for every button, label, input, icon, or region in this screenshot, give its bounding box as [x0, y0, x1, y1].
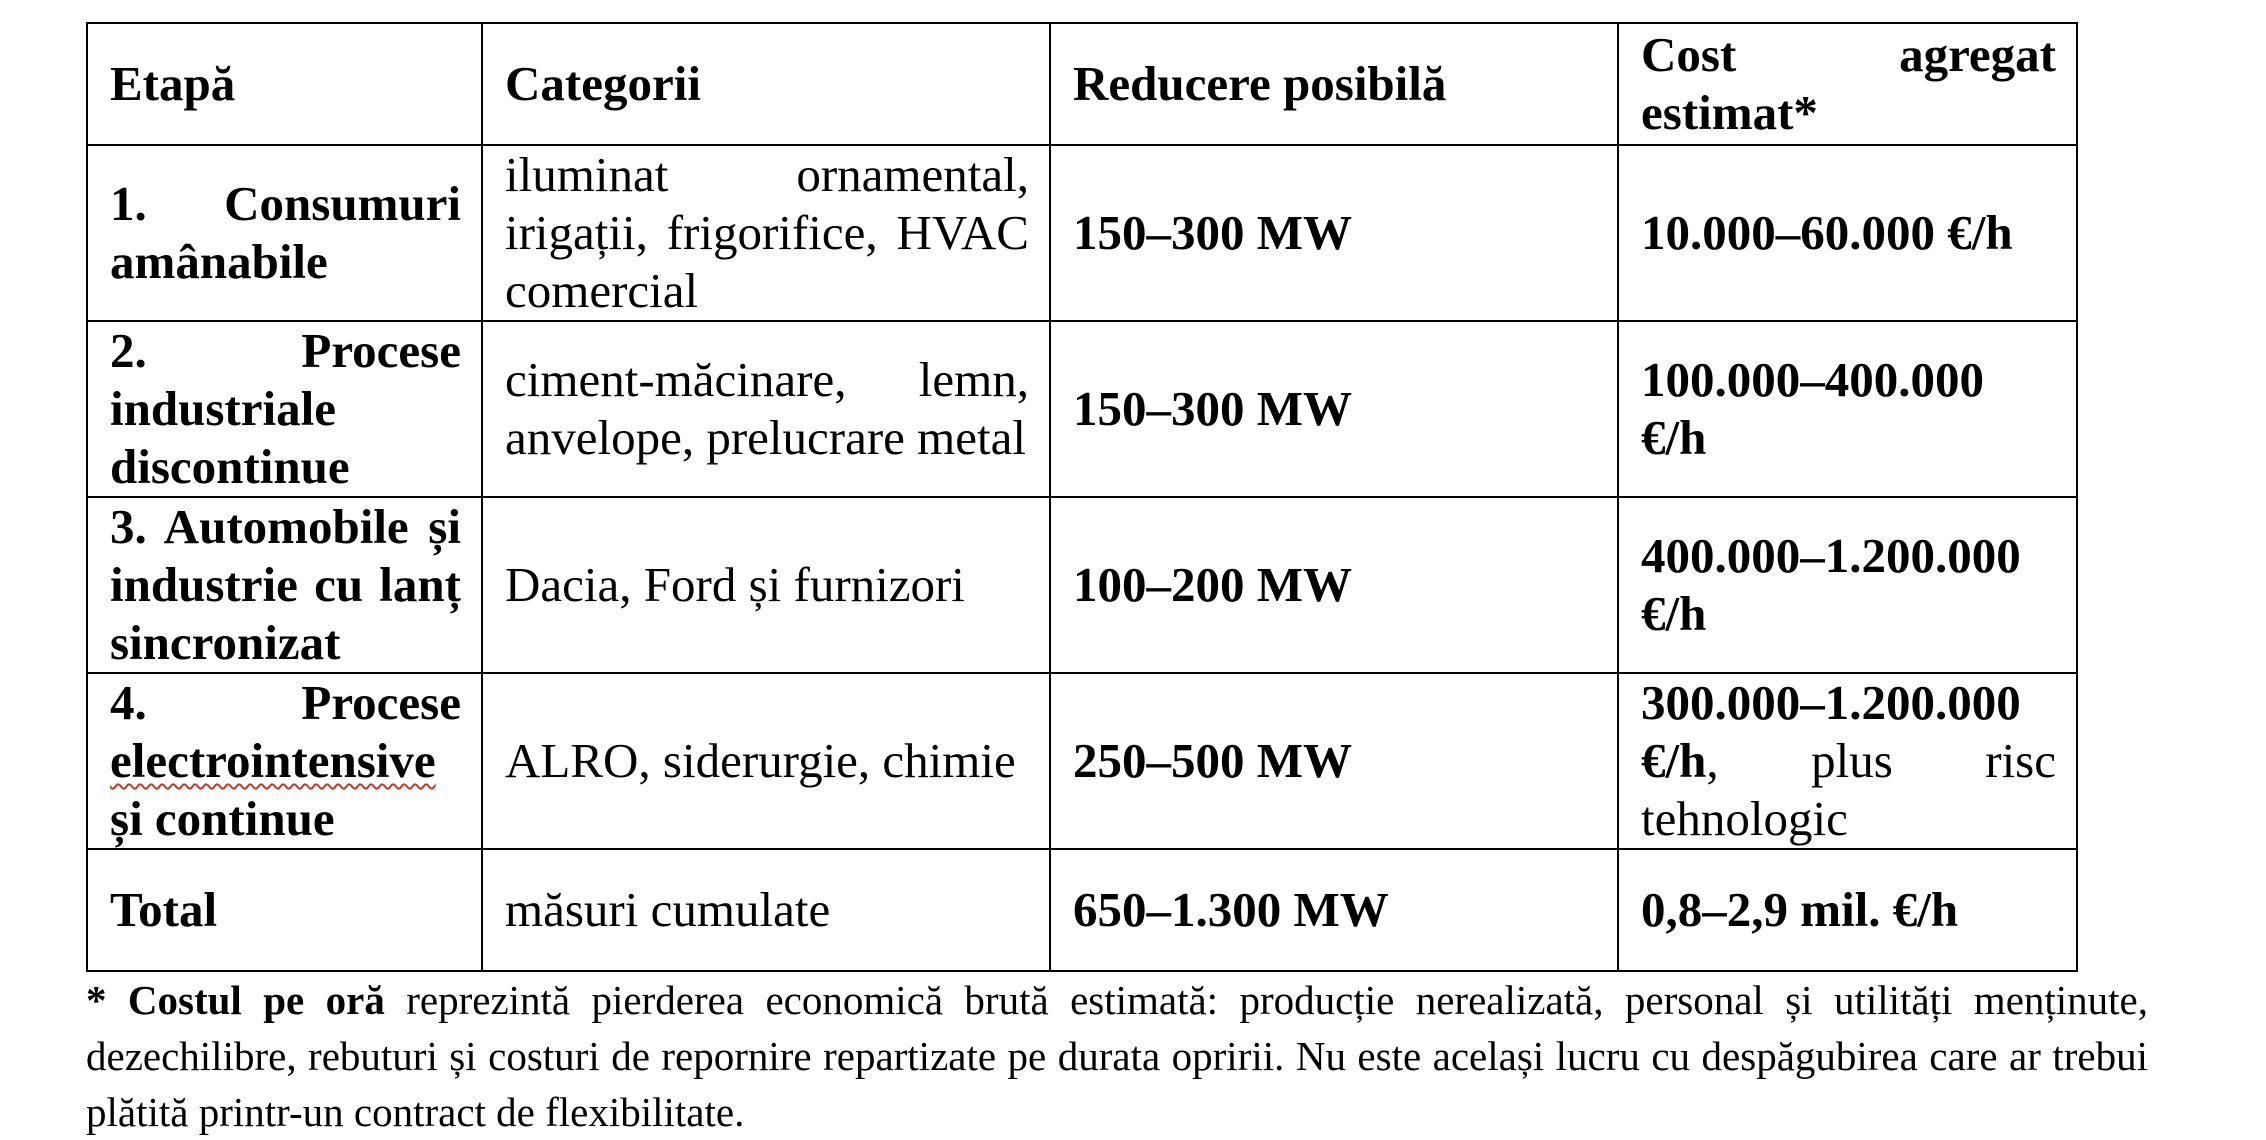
header-categorii: Categorii: [482, 23, 1050, 145]
table-total-row: [87, 849, 2077, 971]
header-cost: Cost agregat estimat*: [1618, 23, 2077, 145]
load-reduction-table: [86, 22, 2078, 972]
cell-reducere: 150–300 MW: [1050, 321, 1618, 497]
cell-reducere: 150–300 MW: [1050, 145, 1618, 321]
cell-etapa: [87, 673, 482, 849]
table-row: [87, 673, 2077, 849]
footnote: [86, 972, 2148, 1140]
etapa-prefix: 4. Procese: [110, 675, 461, 730]
total-cost: 0,8–2,9 mil. €/h: [1618, 849, 2077, 971]
cell-categorii: ciment-măcinare, lemn, anvelope, prelucrare metal: [482, 321, 1050, 497]
cost-bold-value: 300.000–1.200.000 €/h: [1641, 675, 2021, 788]
table-header-row: [87, 23, 2077, 145]
cell-etapa: 2. Procese industriale discontinue: [87, 321, 482, 497]
table-row: [87, 321, 2077, 497]
cost-note: , plus risc tehnologic: [1641, 733, 2056, 846]
spellcheck-flagged-word: electrointensive: [110, 733, 436, 788]
total-reducere: 650–1.300 MW: [1050, 849, 1618, 971]
cell-reducere: 100–200 MW: [1050, 497, 1618, 673]
cell-etapa: 1. Consumuri amânabile: [87, 145, 482, 321]
cell-etapa: 3. Automobile și industrie cu lanț sincronizat: [87, 497, 482, 673]
header-etapa: Etapă: [87, 23, 482, 145]
cell-categorii: iluminat ornamental, irigații, frigorifice, HVAC comercial: [482, 145, 1050, 321]
total-label: Total: [87, 849, 482, 971]
cell-categorii: ALRO, siderurgie, chimie: [482, 673, 1050, 849]
cell-cost: 400.000–1.200.000 €/h: [1618, 497, 2077, 673]
cell-categorii: Dacia, Ford și furnizori: [482, 497, 1050, 673]
cell-cost: [1618, 673, 2077, 849]
cell-cost: 100.000–400.000 €/h: [1618, 321, 2077, 497]
etapa-suffix: și continue: [110, 791, 335, 846]
cell-cost: 10.000–60.000 €/h: [1618, 145, 2077, 321]
footnote-text: reprezintă pierderea economică brută estimată: producție nerealizată, personal și utilități menținute, dezechilibre, rebuturi și costuri de repornire repartizate pe durata opririi. Nu este același lucru cu despăgubirea care ar trebui plătită printr-un contract de flexibilitate.: [86, 977, 2149, 1135]
header-reducere: Reducere posibilă: [1050, 23, 1618, 145]
table-row: [87, 497, 2077, 673]
table-row: [87, 145, 2077, 321]
footnote-bold: * Costul pe oră: [86, 977, 385, 1023]
total-categorii: măsuri cumulate: [482, 849, 1050, 971]
cell-reducere: 250–500 MW: [1050, 673, 1618, 849]
